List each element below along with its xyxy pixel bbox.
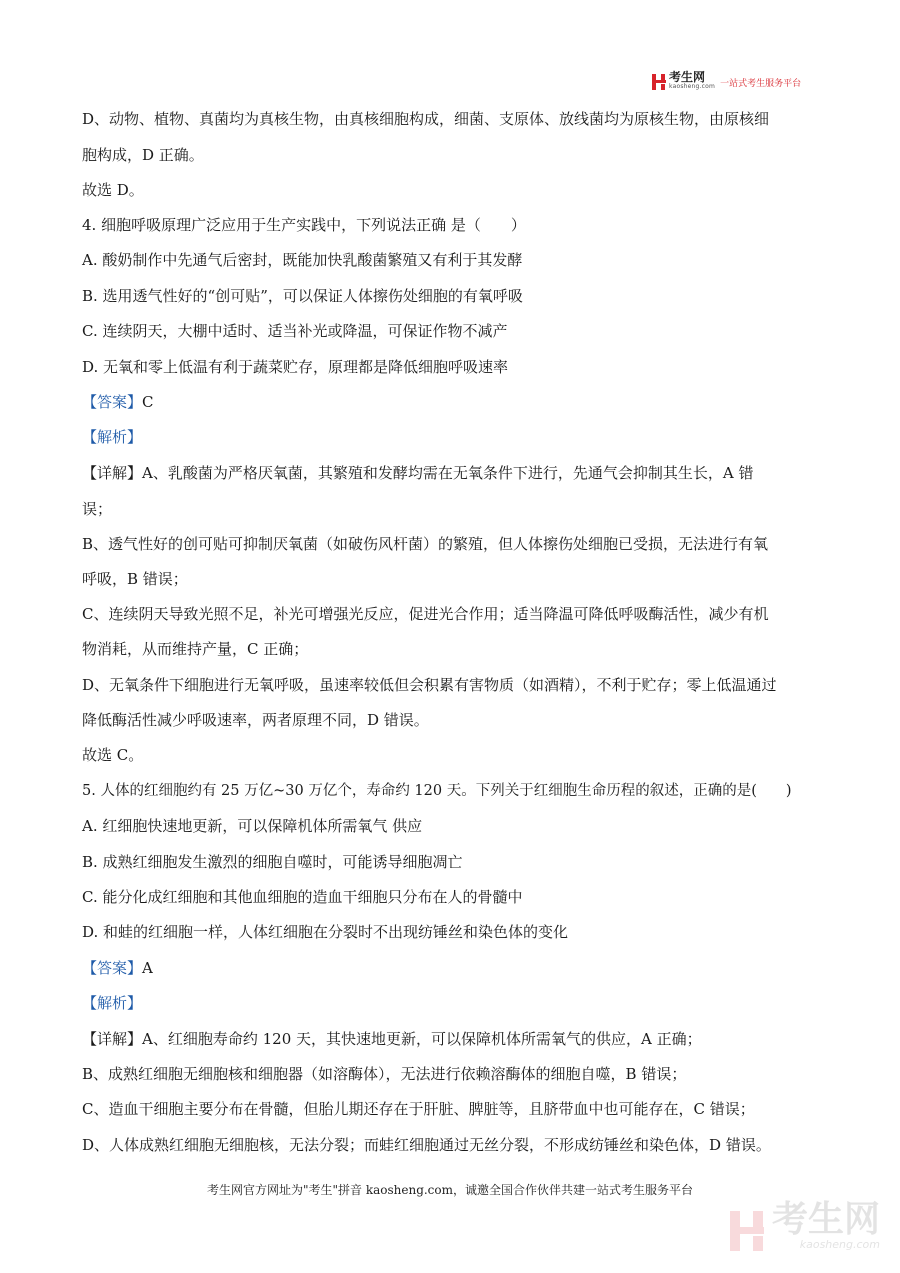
page-footer: 考生网官方网址为"考生"拼音 kaosheng.com，诚邀全国合作伙伴共建一站式考生服务平台 bbox=[206, 1183, 694, 1197]
analysis-tag: 【解析】 bbox=[82, 428, 143, 446]
logo-icon bbox=[652, 74, 666, 90]
question-4-option-a: A. 酸奶制作中先通气后密封，既能加快乳酸菌繁殖又有利于其发酵 bbox=[82, 251, 523, 269]
question-5-stem: 5. 人体的红细胞约有 25 万亿~30 万亿个，寿命约 120 天。下列关于红细胞生命历程的叙述，正确的是( ) bbox=[82, 783, 792, 799]
answer-line bbox=[82, 392, 154, 412]
text-line: 降低酶活性减少呼吸速率，两者原理不同，D 错误。 bbox=[82, 711, 429, 729]
watermark-brand: 考生网 bbox=[771, 1199, 880, 1240]
text-line: 误； bbox=[82, 500, 113, 518]
answer-tag: 【答案】 bbox=[82, 959, 143, 977]
text-line: B、成熟红细胞无细胞核和细胞器（如溶酶体），无法进行依赖溶酶体的细胞自噬，B 错误； bbox=[82, 1065, 687, 1083]
watermark bbox=[730, 1199, 880, 1251]
logo-slogan: 一站式考生服务平台 bbox=[720, 78, 802, 89]
text-line: 物消耗，从而维持产量，C 正确； bbox=[82, 640, 309, 658]
text-line: 胞构成，D 正确。 bbox=[82, 146, 204, 164]
header-logo bbox=[652, 72, 801, 92]
detail-text: A、乳酸菌为严格厌氧菌，其繁殖和发酵均需在无氧条件下进行，先通气会抑制其生长，A 错 bbox=[142, 464, 754, 482]
question-5-option-d: D. 和蛙的红细胞一样，人体红细胞在分裂时不出现纺锤丝和染色体的变化 bbox=[82, 923, 569, 941]
text-line: C、连续阴天导致光照不足，补光可增强光反应，促进光合作用；适当降温可降低呼吸酶活性，减少有机 bbox=[82, 605, 769, 623]
watermark-domain: kaosheng.com bbox=[799, 1238, 880, 1251]
detail-line bbox=[82, 1029, 702, 1049]
question-4-stem: 4. 细胞呼吸原理广泛应用于生产实践中，下列说法正确 是（ ） bbox=[82, 216, 526, 234]
text-line: D、动物、植物、真菌均为真核生物，由真核细胞构成，细菌、支原体、放线菌均为原核生物，由原核细 bbox=[82, 110, 770, 128]
answer-value: C bbox=[142, 393, 154, 411]
answer-value: A bbox=[142, 959, 153, 977]
answer-line bbox=[82, 958, 153, 978]
question-4-option-b: B. 选用透气性好的“创可贴”，可以保证人体擦伤处细胞的有氧呼吸 bbox=[82, 287, 523, 305]
detail-tag: 【详解】 bbox=[82, 1030, 143, 1048]
detail-text: A、红细胞寿命约 120 天，其快速地更新，可以保障机体所需氧气的供应，A 正确； bbox=[142, 1030, 702, 1048]
question-4-option-d: D. 无氧和零上低温有利于蔬菜贮存，原理都是降低细胞呼吸速率 bbox=[82, 358, 509, 376]
analysis-line bbox=[82, 993, 142, 1013]
text-line: 故选 C。 bbox=[82, 746, 144, 764]
detail-line bbox=[82, 463, 753, 483]
analysis-tag: 【解析】 bbox=[82, 994, 143, 1012]
analysis-line bbox=[82, 427, 142, 447]
text-line: D、人体成熟红细胞无细胞核，无法分裂；而蛙红细胞通过无丝分裂，不形成纺锤丝和染色体，D 错误。 bbox=[82, 1136, 771, 1154]
text-line: D、无氧条件下细胞进行无氧呼吸，虽速率较低但会积累有害物质（如酒精），不利于贮存；零上低温通过 bbox=[82, 676, 777, 694]
logo-brand-domain: kaosheng.com bbox=[669, 83, 716, 90]
logo-brand-name: 考生网 bbox=[669, 70, 706, 84]
question-5-option-b: B. 成熟红细胞发生激烈的细胞自噬时，可能诱导细胞凋亡 bbox=[82, 853, 463, 871]
logo-brand bbox=[669, 72, 715, 92]
watermark-logo-icon bbox=[730, 1211, 766, 1251]
text-line: 故选 D。 bbox=[82, 181, 144, 199]
text-line: C、造血干细胞主要分布在骨髓，但胎儿期还存在于肝脏、脾脏等，且脐带血中也可能存在，C 错误； bbox=[82, 1100, 755, 1118]
text-line: B、透气性好的创可贴可抑制厌氧菌（如破伤风杆菌）的繁殖，但人体擦伤处细胞已受损，无法进行有氧 bbox=[82, 535, 769, 553]
text-line: 呼吸，B 错误； bbox=[82, 570, 188, 588]
detail-tag: 【详解】 bbox=[82, 464, 143, 482]
question-5-option-c: C. 能分化成红细胞和其他血细胞的造血干细胞只分布在人的骨髓中 bbox=[82, 888, 523, 906]
question-4-option-c: C. 连续阴天，大棚中适时、适当补光或降温，可保证作物不减产 bbox=[82, 322, 508, 340]
watermark-text bbox=[771, 1199, 880, 1251]
question-5-option-a: A. 红细胞快速地更新，可以保障机体所需氧气 供应 bbox=[82, 817, 423, 835]
answer-tag: 【答案】 bbox=[82, 393, 143, 411]
